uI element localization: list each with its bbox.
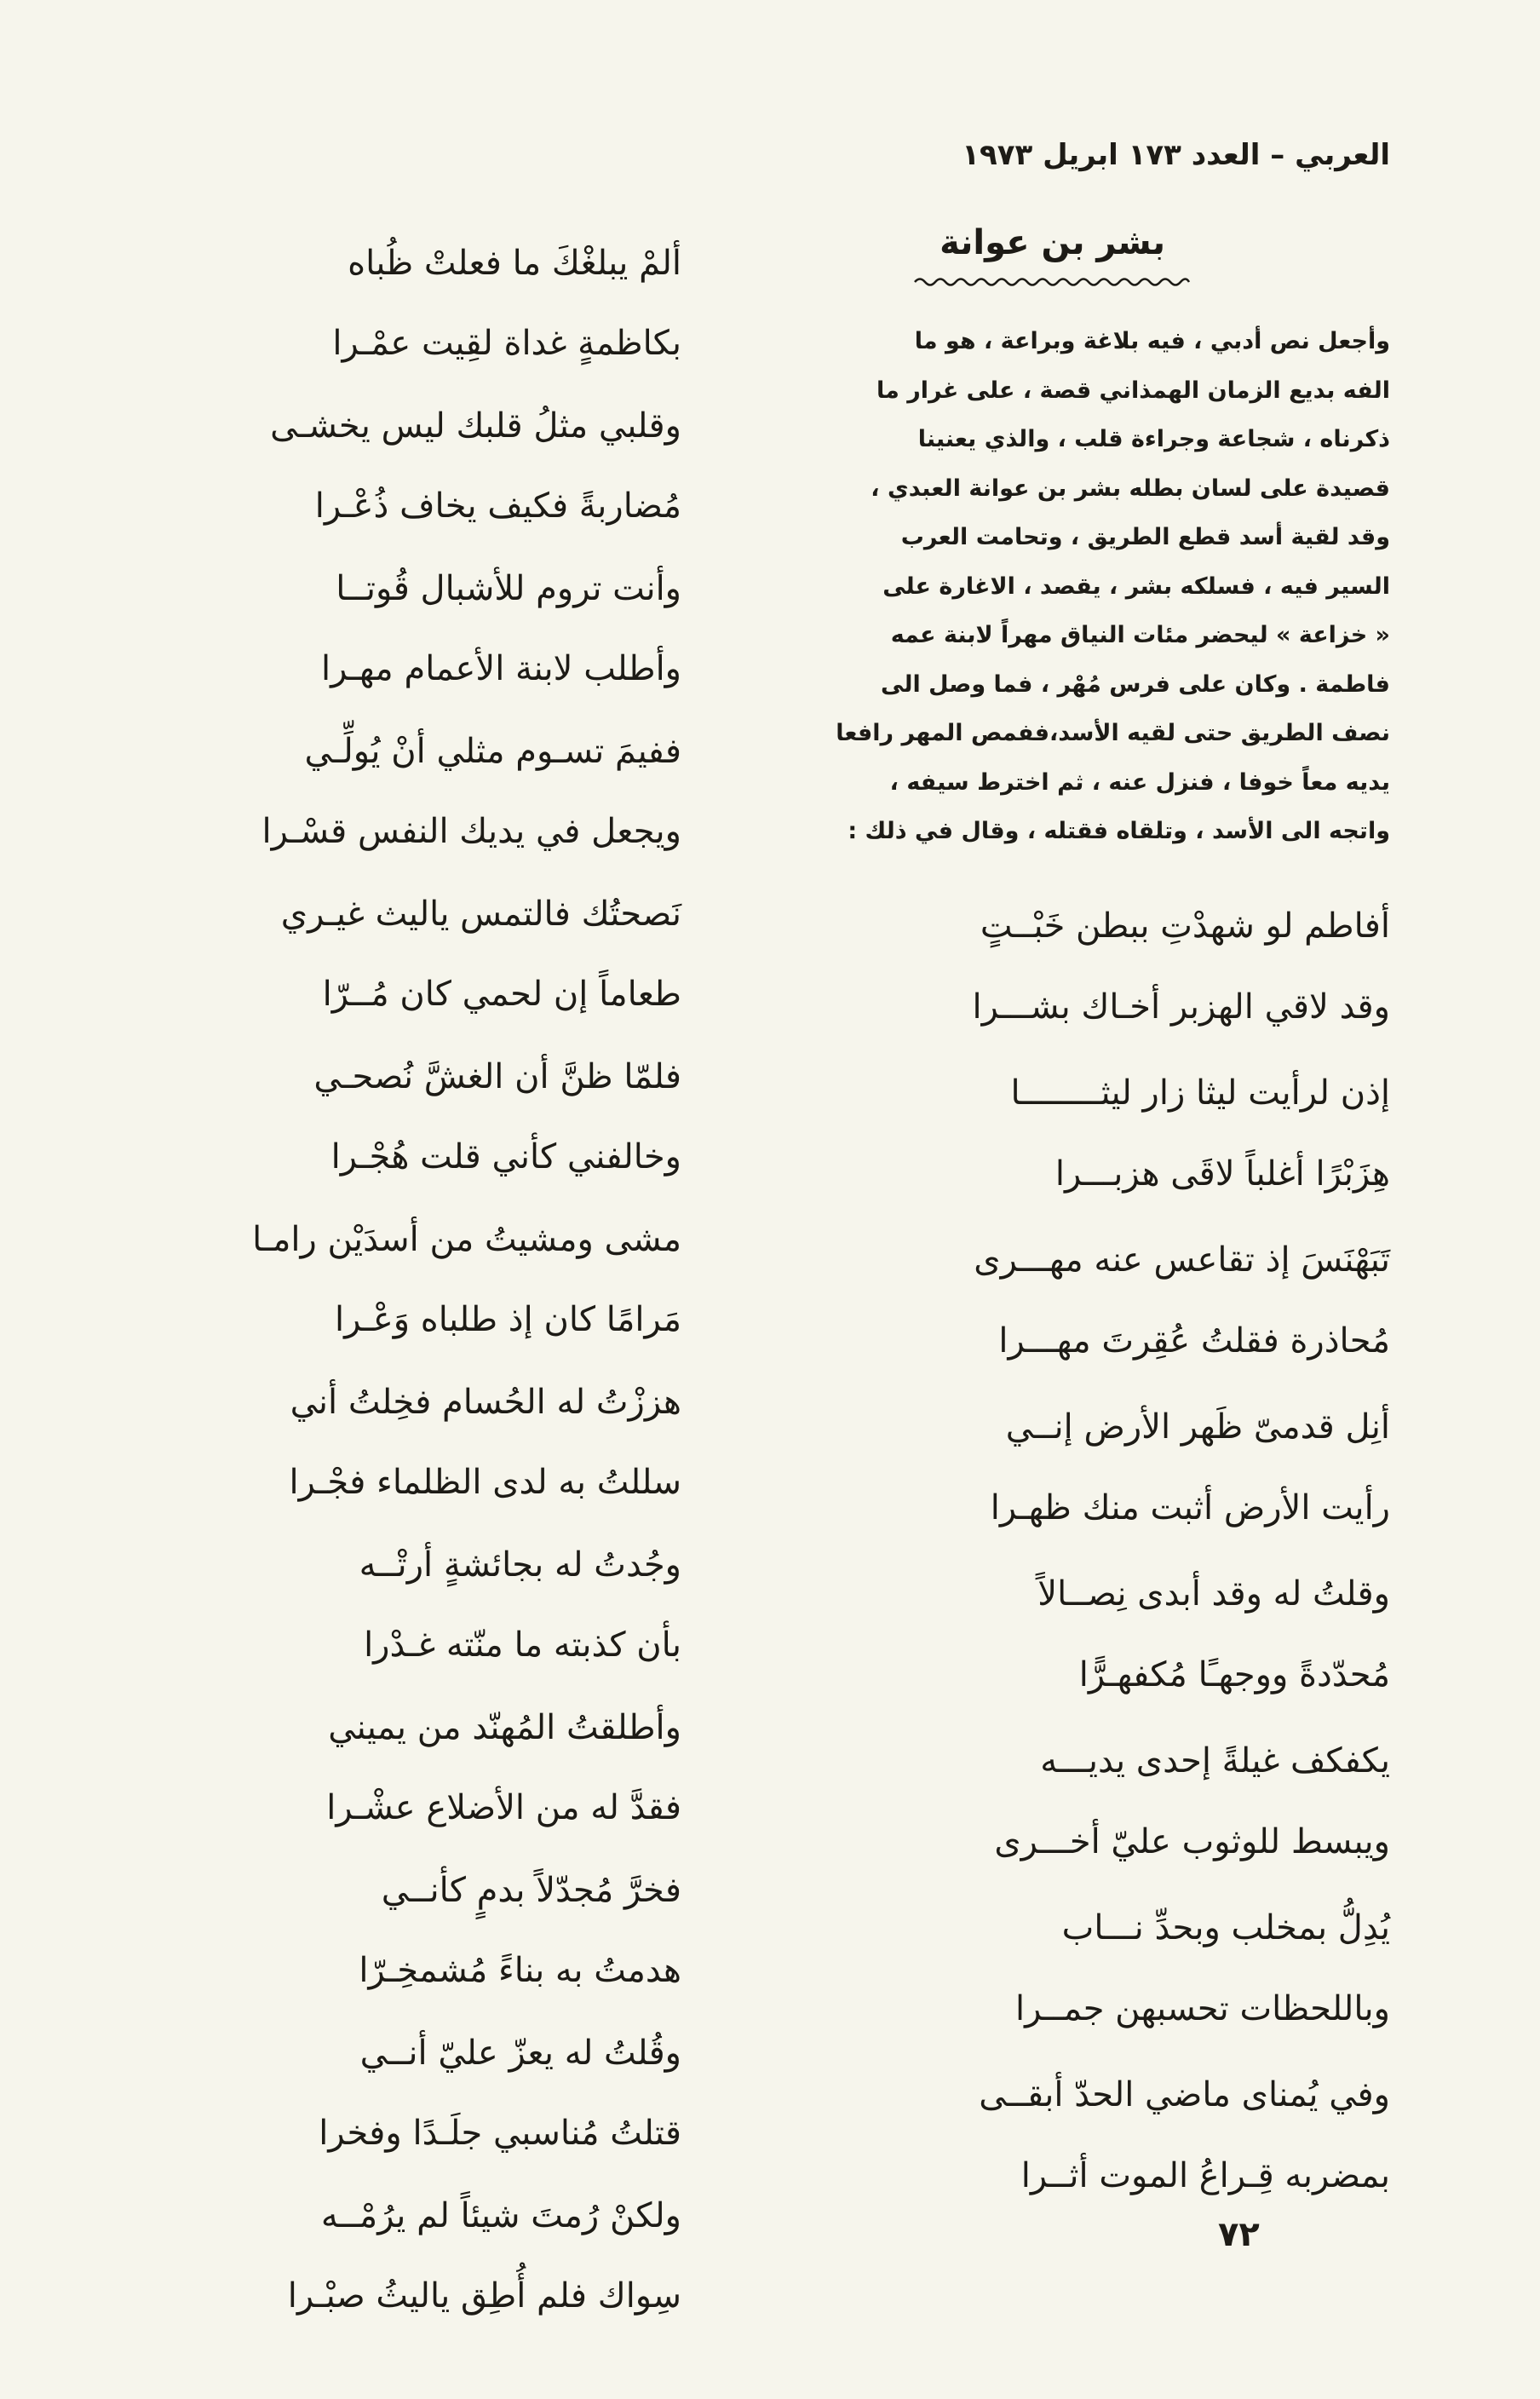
verse-first-hemistich: نَصحتُك فالتمس ياليث غيـري <box>280 895 681 934</box>
verse-first-hemistich: يكفكف غيلةً إحدى يديـــه <box>1040 1741 1390 1781</box>
verse <box>102 223 681 383</box>
verse-second-hemistich: وأطلب لابنة الأعمام مهـرا <box>320 649 681 688</box>
verse-first-hemistich: فلمّا ظنَّ أن الغشَّ نُصحـي <box>313 1057 681 1096</box>
page-number: ٧٢ <box>1218 2215 1260 2254</box>
poem-column-right <box>760 886 1390 2222</box>
verse <box>102 1688 681 1848</box>
verse <box>760 1888 1390 2049</box>
verse-second-hemistich: هدمتُ به بناءً مُشمخِـرّا <box>359 1951 681 1990</box>
verse-first-hemistich: هززْتُ له الحُسام فخِلتُ أني <box>290 1383 681 1422</box>
article-title: بشر بن عوانة <box>940 223 1165 262</box>
verse-second-hemistich: وخالفني كأني قلت هُجْـرا <box>330 1137 681 1176</box>
verse-first-hemistich: إذن لرأيت ليثا زار ليثــــــــا <box>1010 1073 1390 1113</box>
verse <box>102 874 681 1034</box>
verse <box>102 549 681 709</box>
intro-line: نصف الطريق حتى لقيه الأسد،ففمص المهر رافعا <box>836 720 1390 746</box>
verse-second-hemistich: مُحاذرة فقلتُ عُقِرتَ مهـــرا <box>998 1320 1390 1361</box>
intro-line: واتجه الى الأسد ، وتلقاه فقتله ، وقال في ذلك : <box>848 818 1390 844</box>
verse-second-hemistich: بمضربه قِـراعُ الموت أثــرا <box>1020 2155 1390 2195</box>
verse-second-hemistich: بأن كذبته ما منّته غـدْرا <box>364 1625 681 1665</box>
verse-first-hemistich: وقلبي مثلُ قلبك ليس يخشـى <box>270 406 681 446</box>
verse <box>760 1220 1390 1381</box>
verse-first-hemistich: وأطلقتُ المُهنّد من يميني <box>328 1708 681 1747</box>
verse-first-hemistich: ألمْ يبلغْكَ ما فعلتْ ظُباه <box>348 244 681 283</box>
poem-column-left <box>102 223 681 2339</box>
verse-second-hemistich: ويبسط للوثوب عليّ أخـــرى <box>994 1821 1390 1861</box>
page-header: العربي – العدد ١٧٣ ابريل ١٩٧٣ <box>962 138 1390 172</box>
intro-line: « خزاعة » ليحضر مئات النياق مهراً لابنة عمه <box>890 622 1390 648</box>
verse-second-hemistich: قتلتُ مُناسبي جلَـدًا وفخرا <box>319 2114 681 2153</box>
intro-line: وقد لقية أسد قطع الطريق ، وتحامت العرب <box>900 524 1390 550</box>
verse-first-hemistich: يُدِلُّ بمخلب وبحدِّ نـــاب <box>1061 1908 1390 1947</box>
verse-first-hemistich: ولكنْ رُمتَ شيئاً لم يرُمْــه <box>320 2196 681 2235</box>
intro-line: السير فيه ، فسلكه بشر ، يقصد ، الاغارة على <box>882 572 1390 600</box>
verse-second-hemistich: مَرامًا كان إذ طلباه وَعْـرا <box>335 1300 681 1339</box>
title-wavy-underline <box>913 274 1191 290</box>
verse <box>102 2013 681 2173</box>
verse-first-hemistich: تَبَهْنَسَ إذ تقاعس عنه مهـــرى <box>974 1240 1390 1280</box>
verse-second-hemistich: سِواك فلم أُطِق ياليثُ صبْـرا <box>287 2276 681 2316</box>
verse <box>102 386 681 546</box>
verse <box>102 1850 681 2011</box>
verse-first-hemistich: ففيمَ تسـوم مثلي أنْ يُولِّـي <box>304 732 681 771</box>
verse-second-hemistich: طعاماً إن لحمي كان مُــرّا <box>322 975 681 1014</box>
verse-first-hemistich: مشى ومشيتُ من أسدَيْن رامـا <box>252 1220 681 1259</box>
verse <box>102 1200 681 1360</box>
verse-second-hemistich: وقد لاقي الهزبر أخـاك بشـــرا <box>972 987 1390 1027</box>
verse-second-hemistich: مُحدّدةً ووجهـًا مُكفهـرًّا <box>1078 1654 1390 1694</box>
verse <box>102 1362 681 1522</box>
verse <box>102 2176 681 2336</box>
verse-second-hemistich: سللتُ به لدى الظلماء فجْـرا <box>289 1463 681 1502</box>
verse-second-hemistich: فقدَّ له من الأضلاع عشْـرا <box>326 1788 681 1827</box>
verse-first-hemistich: وقلتُ له وقد أبدى نِصــالاً <box>1037 1574 1390 1614</box>
verse <box>102 1037 681 1197</box>
verse-second-hemistich: بكاظمةٍ غداة لقِيت عمْـرا <box>332 324 681 363</box>
verse-second-hemistich: وباللحظات تحسبهن جمــرا <box>1014 1988 1390 2028</box>
verse-first-hemistich: وفي يُمناى ماضي الحدّ أبقــى <box>979 2075 1390 2114</box>
intro-paragraph <box>761 317 1390 856</box>
verse-second-hemistich: مُضاربةً فكيف يخاف ذُعْـرا <box>314 486 681 526</box>
verse-first-hemistich: فخرَّ مُجدّلاً بدمٍ كأنــي <box>381 1871 681 1910</box>
verse-second-hemistich: هِزَبْرًا أغلباً لاقَى هزبـــرا <box>1054 1153 1390 1194</box>
verse <box>760 2055 1390 2216</box>
verse-first-hemistich: أنِل قدمىّ ظَهر الأرض إنــي <box>1005 1407 1390 1447</box>
verse <box>760 1554 1390 1715</box>
verse-first-hemistich: وأنت تروم للأشبال قُوتــا <box>336 569 681 608</box>
verse-first-hemistich: وجُدتُ له بجائشةٍ أرتْــه <box>359 1545 681 1585</box>
intro-line: قصيدة على لسان بطله بشر بن عوانة العبدي ، <box>871 475 1390 502</box>
verse <box>760 1053 1390 1214</box>
verse <box>102 1525 681 1685</box>
verse-first-hemistich: وقُلتُ له يعزّ عليّ أنــي <box>359 2034 681 2073</box>
intro-line: فاطمة . وكان على فرس مُهْر ، فما وصل الى <box>881 670 1390 698</box>
verse-second-hemistich: رأيت الأرض أثبت منك ظهـرا <box>990 1487 1390 1527</box>
verse <box>102 711 681 872</box>
intro-line: وأجعل نص أدبي ، فيه بلاغة وبراعة ، هو ما <box>914 328 1390 354</box>
verse-first-hemistich: أفاطم لو شهدْتِ ببطن خَبْــتٍ <box>980 906 1390 946</box>
intro-line: يديه معاً خوفا ، فنزل عنه ، ثم اخترط سيفه ، <box>889 768 1390 796</box>
verse <box>760 1721 1390 1882</box>
verse <box>760 1387 1390 1548</box>
intro-line: ذكرناه ، شجاعة وجراءة قلب ، والذي يعنينا <box>917 426 1390 452</box>
intro-line: الفه بديع الزمان الهمذاني قصة ، على غرار ما <box>876 377 1390 404</box>
verse <box>760 886 1390 1047</box>
verse-second-hemistich: ويجعل في يديك النفس قسْـرا <box>261 812 681 851</box>
